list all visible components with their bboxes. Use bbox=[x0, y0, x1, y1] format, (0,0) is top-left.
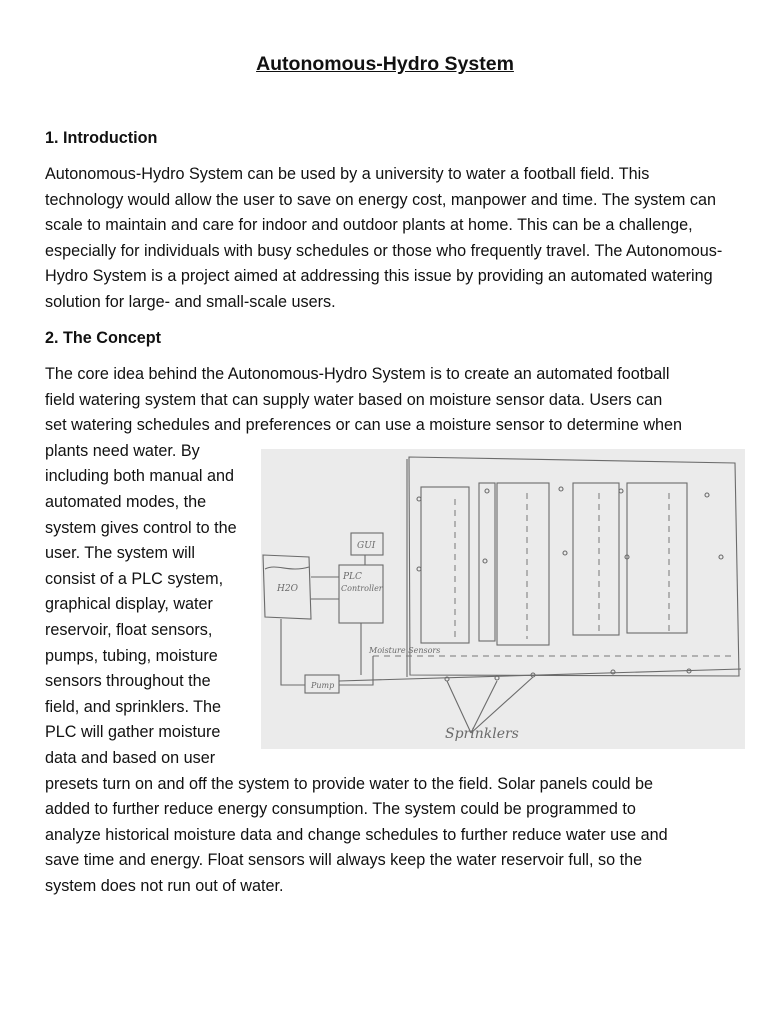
paragraph-line: sensors throughout the bbox=[45, 672, 211, 691]
system-sketch-figure bbox=[261, 449, 745, 749]
plc-sublabel: Controller bbox=[341, 584, 383, 593]
paragraph-line: data and based on user bbox=[45, 748, 216, 767]
paragraph-line: system does not run out of water. bbox=[45, 876, 284, 895]
field-strip bbox=[627, 483, 687, 633]
sprinklers-label: Sprinklers bbox=[445, 726, 519, 742]
paragraph-line: system gives control to the bbox=[45, 518, 237, 537]
paragraph-line: PLC will gather moisture bbox=[45, 723, 221, 742]
paragraph-line: automated modes, the bbox=[45, 492, 207, 511]
paragraph-line: consist of a PLC system, bbox=[45, 569, 224, 588]
reservoir-label: H2O bbox=[277, 584, 298, 594]
paragraph-line: technology would allow the user to save on energy cost, manpower and time. The bbox=[45, 190, 630, 209]
paragraph-line: travel. The Autonomous-Hydro System is a project aimed at addressing this issue by bbox=[45, 241, 723, 286]
paragraph-line: field, and sprinklers. The bbox=[45, 697, 222, 716]
paragraph-line: reservoir, float sensors, bbox=[45, 620, 213, 639]
section-heading-introduction: 1. Introduction bbox=[45, 129, 158, 147]
paragraph-line: field watering system that can supply water based on moisture sensor data. Users can bbox=[45, 390, 663, 409]
sprinkler-dot bbox=[559, 487, 563, 491]
sprinkler-dot bbox=[705, 493, 709, 497]
paragraph-line: plants need water. By bbox=[45, 441, 200, 460]
reservoir-water bbox=[265, 567, 309, 569]
plc-label: PLC bbox=[343, 572, 362, 582]
sprinkler-dot bbox=[563, 551, 567, 555]
sketch-drawing bbox=[261, 449, 745, 749]
sprinkler-pointer-lines bbox=[447, 677, 533, 733]
paragraph-line: set watering schedules and preferences or can use a moisture sensor to determine when bbox=[45, 416, 683, 435]
introduction-paragraph bbox=[45, 162, 725, 316]
pump-label: Pump bbox=[311, 681, 335, 690]
paragraph-line: added to further reduce energy consumption. The system could be programmed to bbox=[45, 800, 636, 819]
sprinkler-dot bbox=[619, 489, 623, 493]
sprinkler-dot bbox=[485, 489, 489, 493]
section-heading-concept: 2. The Concept bbox=[45, 329, 162, 347]
field-strip bbox=[573, 483, 619, 635]
paragraph-line: be a challenge, especially for individuals with busy schedules or those who frequently bbox=[45, 216, 693, 260]
moisture-sensors-label: Moisture Sensors bbox=[369, 646, 441, 655]
paragraph-line: providing an automated watering solution for large- and small-scale users. bbox=[45, 267, 713, 311]
pump-tube bbox=[281, 619, 305, 685]
sprinkler-dot bbox=[719, 555, 723, 559]
paragraph-line: pumps, tubing, moisture bbox=[45, 646, 218, 665]
paragraph-line: analyze historical moisture data and change schedules to further reduce water use and bbox=[45, 825, 668, 844]
paragraph-line: The core idea behind the Autonomous-Hydro System is to create an automated football bbox=[45, 365, 670, 383]
document-title: Autonomous-Hydro System bbox=[256, 53, 514, 75]
paragraph-line: presets turn on and off the system to provide water to the field. Solar panels could be bbox=[45, 774, 653, 793]
paragraph-line: user. The system will bbox=[45, 544, 195, 563]
sprinkler-dot bbox=[417, 567, 421, 571]
paragraph-line: Autonomous-Hydro System can be used by a university to water a football field. This bbox=[45, 165, 650, 183]
sprinkler-dot bbox=[417, 497, 421, 501]
field-strip bbox=[421, 487, 469, 643]
field-strip bbox=[497, 483, 549, 645]
paragraph-line: system can scale to maintain and care for indoor and outdoor plants at home. This can bbox=[45, 190, 716, 235]
gui-label: GUI bbox=[357, 541, 376, 551]
sprinkler-dot bbox=[483, 559, 487, 563]
paragraph-line: save time and energy. Float sensors will always keep the water reservoir full, so the bbox=[45, 851, 643, 870]
main-water-line bbox=[339, 669, 741, 681]
paragraph-line: including both manual and bbox=[45, 467, 234, 486]
reservoir-wires bbox=[311, 577, 339, 599]
paragraph-line: graphical display, water bbox=[45, 595, 213, 614]
